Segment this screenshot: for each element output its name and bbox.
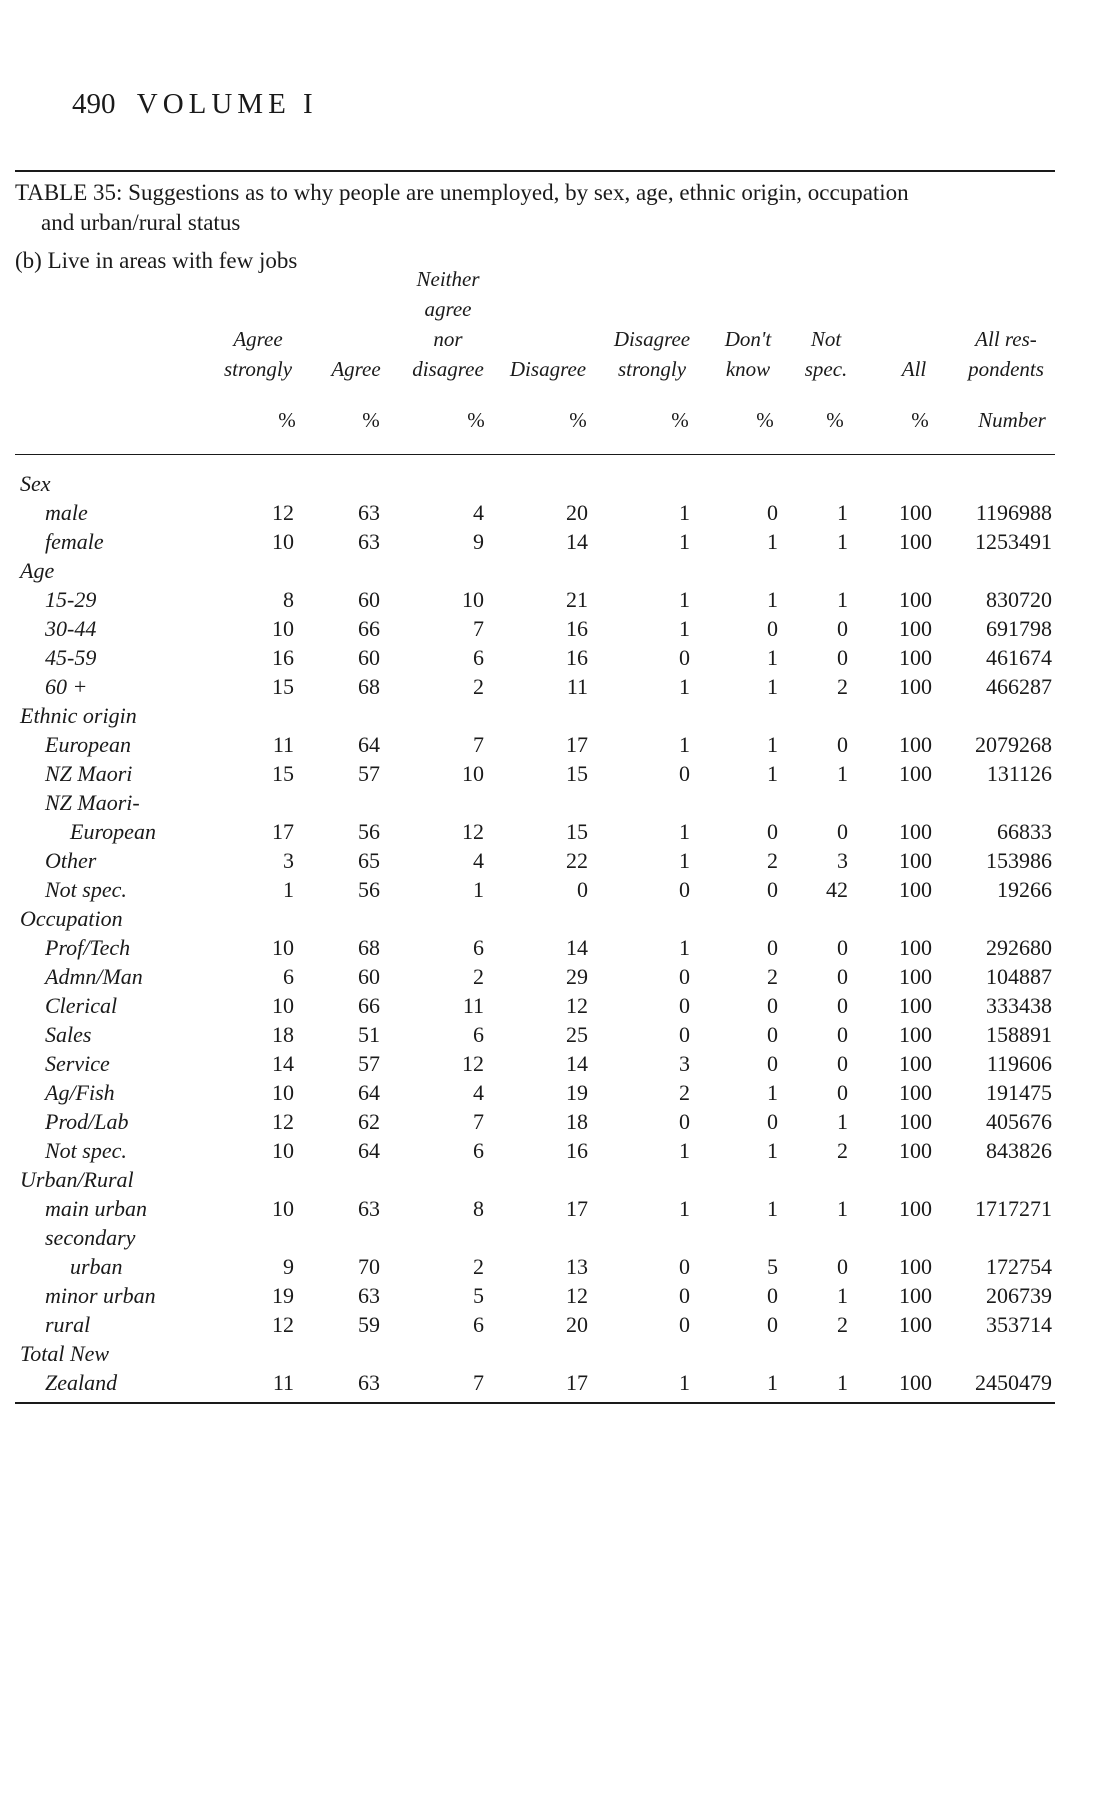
table-subtitle: (b) Live in areas with few jobs [15,248,298,273]
table-cell: 1 [767,732,778,757]
row-label: Service [45,1051,110,1076]
table-cell: 60 [358,645,380,670]
table-cell: 405676 [986,1109,1052,1134]
table-cell: 6 [473,1022,484,1047]
column-header-line: agree [424,297,472,321]
table-cell: 4 [473,1080,484,1105]
table-cell: 11 [462,993,484,1018]
table-cell: 7 [473,1109,484,1134]
table-cell: 62 [358,1109,380,1134]
table-cell: 10 [462,587,484,612]
table-cell: 19266 [997,877,1052,902]
table-cell: 0 [837,819,848,844]
table-cell: 1 [767,529,778,554]
table-cell: 131126 [986,761,1052,786]
table-cell: 68 [358,674,380,699]
table-cell: 100 [899,935,932,960]
table-cell: 104887 [986,964,1052,989]
row-label: Other [45,848,97,873]
table-cell: 63 [358,1370,380,1395]
table-cell: 10 [272,935,294,960]
table-cell: 16 [272,645,294,670]
table-cell: 21 [566,587,588,612]
table-cell: 2 [837,674,848,699]
table-cell: 153986 [986,848,1052,873]
table-cell: 12 [462,1051,484,1076]
column-header-line: Disagree [613,327,691,351]
table-cell: 0 [837,1080,848,1105]
table-cell: 15 [566,761,588,786]
table-cell: 100 [899,993,932,1018]
table-cell: 65 [358,848,380,873]
table-cell: 0 [837,1051,848,1076]
row-group-label: Urban/Rural [20,1167,134,1192]
table-cell: 100 [899,1254,932,1279]
table-cell: 0 [767,1109,778,1134]
table-cell: 0 [679,1022,690,1047]
row-label: male [45,500,88,525]
table-cell: 8 [473,1196,484,1221]
column-header [931,324,1081,384]
table-cell: 100 [899,1051,932,1076]
table-cell: 19 [566,1080,588,1105]
table-cell: 0 [577,877,588,902]
table-cell: 0 [679,964,690,989]
table-cell: 119606 [986,1051,1052,1076]
table-cell: 7 [473,732,484,757]
table-cell: 1 [837,1283,848,1308]
table-cell: 100 [899,587,932,612]
top-rule [15,170,1055,172]
table-cell: 100 [899,674,932,699]
table-cell: 4 [473,848,484,873]
table-cell: 0 [837,732,848,757]
table-cell: 59 [358,1312,380,1337]
table-cell: 66833 [997,819,1052,844]
table-cell: 0 [767,1312,778,1337]
table-cell: 64 [358,732,380,757]
row-label: Sales [45,1022,92,1047]
table-cell: 1 [679,935,690,960]
table-cell: 1 [837,500,848,525]
row-label: Clerical [45,993,118,1018]
table-cell: 0 [767,616,778,641]
row-label: NZ Maori- [45,790,140,815]
column-header-line: Disagree [509,357,587,381]
table-cell: 100 [899,877,932,902]
table-cell: 14 [566,529,588,554]
table-cell: 100 [899,1138,932,1163]
table-cell: 0 [767,993,778,1018]
table-cell: 0 [837,1022,848,1047]
row-label: urban [70,1254,123,1279]
column-header-line: All [901,357,927,381]
row-label: Not spec. [45,1138,127,1163]
table-cell: 63 [358,529,380,554]
table-cell: 42 [826,877,848,902]
table-cell: 66 [358,616,380,641]
table-cell: 1 [767,761,778,786]
table-cell: 4 [473,500,484,525]
table-cell: 0 [767,1283,778,1308]
table-cell: 12 [272,1312,294,1337]
table-cell: 11 [566,674,588,699]
table-cell: 100 [899,1283,932,1308]
table-cell: 25 [566,1022,588,1047]
table-cell: 60 [358,587,380,612]
row-label: Not spec. [45,877,127,902]
bottom-rule [15,1402,1055,1404]
table-cell: 15 [272,761,294,786]
column-unit: % [826,408,844,432]
column-header-line: strongly [617,357,687,381]
table-cell: 5 [767,1254,778,1279]
table-cell: 51 [358,1022,380,1047]
table-cell: 206739 [986,1283,1052,1308]
table-cell: 0 [767,500,778,525]
table-cell: 691798 [986,616,1052,641]
table-cell: 64 [358,1138,380,1163]
table-cell: 16 [566,645,588,670]
table-cell: 18 [566,1109,588,1134]
column-unit: % [467,408,485,432]
table-cell: 12 [272,500,294,525]
table-cell: 0 [767,1022,778,1047]
table-cell: 466287 [986,674,1052,699]
table-cell: 100 [899,1370,932,1395]
table-cell: 7 [473,1370,484,1395]
table-cell: 100 [899,529,932,554]
table-cell: 0 [837,616,848,641]
table-cell: 1 [679,616,690,641]
row-label: Zealand [45,1370,118,1395]
table-cell: 19 [272,1283,294,1308]
table-cell: 100 [899,848,932,873]
column-header-line: Don't [724,327,772,351]
table-cell: 60 [358,964,380,989]
table-cell: 0 [837,645,848,670]
table-cell: 0 [767,935,778,960]
table-cell: 1 [679,1196,690,1221]
table-cell: 0 [679,761,690,786]
table-cell: 2 [837,1312,848,1337]
row-label: minor urban [45,1283,156,1308]
table-cell: 3 [679,1051,690,1076]
table-cell: 7 [473,616,484,641]
table-cell: 843826 [986,1138,1052,1163]
caption-line-1: TABLE 35: Suggestions as to why people are unemployed, by sex, age, ethnic origin, occupation [15,180,909,205]
table-cell: 1 [679,1138,690,1163]
table-cell: 2079268 [975,732,1052,757]
column-header-line: Agree [233,327,283,351]
table-cell: 10 [272,1196,294,1221]
table-cell: 1 [837,1370,848,1395]
table-cell: 1 [679,848,690,873]
table-cell: 0 [837,935,848,960]
row-label: Prod/Lab [45,1109,129,1134]
table-cell: 20 [566,1312,588,1337]
table-cell: 100 [899,1312,932,1337]
table-cell: 1 [837,761,848,786]
table-cell: 2 [679,1080,690,1105]
row-label: 15-29 [45,587,97,612]
table-cell: 9 [283,1254,294,1279]
table-cell: 10 [272,993,294,1018]
row-label: Admn/Man [45,964,143,989]
table-cell: 100 [899,819,932,844]
table-cell: 13 [566,1254,588,1279]
column-unit: % [911,408,929,432]
row-label: Prof/Tech [45,935,131,960]
table-cell: 0 [679,993,690,1018]
column-unit: Number [978,408,1046,432]
table-cell: 66 [358,993,380,1018]
table-cell: 12 [566,1283,588,1308]
table-caption [15,178,1055,238]
caption-line-2: and urban/rural status [41,210,241,235]
table-cell: 1 [473,877,484,902]
table-cell: 1 [837,587,848,612]
table-cell: 16 [566,1138,588,1163]
table-cell: 14 [272,1051,294,1076]
table-cell: 1196988 [975,500,1052,525]
table-cell: 1 [679,819,690,844]
table-cell: 2 [473,1254,484,1279]
table-cell: 6 [473,1138,484,1163]
column-unit: % [569,408,587,432]
table-cell: 12 [272,1109,294,1134]
table-cell: 57 [358,761,380,786]
table-cell: 0 [679,1254,690,1279]
column-unit: % [278,408,296,432]
table-cell: 3 [837,848,848,873]
table-cell: 100 [899,1109,932,1134]
row-group-label: Sex [20,471,51,496]
table-cell: 1 [767,1370,778,1395]
table-cell: 11 [272,732,294,757]
table-cell: 5 [473,1283,484,1308]
table-cell: 0 [837,964,848,989]
table-cell: 100 [899,761,932,786]
row-label: 45-59 [45,645,97,670]
table-cell: 100 [899,500,932,525]
table-cell: 2 [767,964,778,989]
table-cell: 1 [679,732,690,757]
column-header-line: pondents [968,357,1044,381]
table-cell: 292680 [986,935,1052,960]
table-cell: 29 [566,964,588,989]
table-cell: 0 [767,1051,778,1076]
column-header-line: All res- [975,327,1037,351]
table-cell: 100 [899,964,932,989]
table-cell: 6 [473,935,484,960]
table-cell: 57 [358,1051,380,1076]
running-head [72,88,318,121]
column-header-line: disagree [412,357,484,381]
table-cell: 1 [679,529,690,554]
column-unit: % [362,408,380,432]
column-header-line: Agree [331,357,381,381]
table-cell: 100 [899,732,932,757]
table-cell: 0 [767,819,778,844]
table-cell: 15 [566,819,588,844]
table-cell: 0 [679,1283,690,1308]
table-cell: 1 [679,674,690,699]
table-cell: 56 [358,877,380,902]
table-cell: 191475 [986,1080,1052,1105]
table-cell: 2 [473,674,484,699]
row-group-label: Occupation [20,906,123,931]
row-group-label: Total New [20,1341,110,1366]
table-cell: 1 [837,1196,848,1221]
row-label: rural [45,1312,91,1337]
table-cell: 10 [272,616,294,641]
table-cell: 100 [899,616,932,641]
table-cell: 6 [473,1312,484,1337]
table-cell: 1 [679,1370,690,1395]
row-label: Ag/Fish [45,1080,115,1105]
table-cell: 17 [566,1370,588,1395]
table-cell: 9 [473,529,484,554]
table-cell: 1 [767,645,778,670]
table-cell: 0 [679,645,690,670]
table-cell: 461674 [986,645,1052,670]
table-cell: 10 [272,1138,294,1163]
column-unit: % [756,408,774,432]
table-cell: 17 [566,732,588,757]
column-header-line: Neither [416,267,480,291]
row-group-label: Ethnic origin [20,703,137,728]
row-label: European [45,732,131,757]
table-cell: 1 [679,500,690,525]
table-cell: 10 [272,529,294,554]
row-group-label: Age [20,558,55,583]
table-cell: 1 [283,877,294,902]
table-cell: 14 [566,935,588,960]
table-cell: 0 [837,1254,848,1279]
table-cell: 8 [283,587,294,612]
table-cell: 20 [566,500,588,525]
table-cell: 353714 [986,1312,1052,1337]
table-cell: 22 [566,848,588,873]
table-cell: 100 [899,1022,932,1047]
table-cell: 56 [358,819,380,844]
table-cell: 10 [272,1080,294,1105]
header-rule [15,454,1055,455]
table-cell: 17 [566,1196,588,1221]
table-cell: 0 [679,877,690,902]
table-cell: 2 [837,1138,848,1163]
table-cell: 63 [358,1196,380,1221]
column-unit: % [671,408,689,432]
table-cell: 68 [358,935,380,960]
row-label: female [45,529,104,554]
table-cell: 158891 [986,1022,1052,1047]
table-cell: 17 [272,819,294,844]
page-number: 490 [72,88,116,120]
table-cell: 2 [767,848,778,873]
table-cell: 1 [679,587,690,612]
table-cell: 0 [837,993,848,1018]
table-cell: 1 [767,1196,778,1221]
table-cell: 0 [679,1312,690,1337]
row-label: main urban [45,1196,148,1221]
table-cell: 0 [679,1109,690,1134]
row-label: secondary [45,1225,136,1250]
table-cell: 1 [767,674,778,699]
table-cell: 3 [283,848,294,873]
table-cell: 6 [473,645,484,670]
table-cell: 63 [358,500,380,525]
volume-title: VOLUME I [136,88,318,120]
table-cell: 63 [358,1283,380,1308]
column-header-line: strongly [223,357,293,381]
table-cell: 18 [272,1022,294,1047]
table-cell: 2 [473,964,484,989]
table-cell: 1253491 [975,529,1052,554]
table-cell: 1 [767,1138,778,1163]
row-label: 60 + [45,674,88,699]
table-cell: 172754 [986,1254,1052,1279]
table-cell: 70 [358,1254,380,1279]
table-cell: 14 [566,1051,588,1076]
table-cell: 10 [462,761,484,786]
table-cell: 100 [899,645,932,670]
table-cell: 1717271 [975,1196,1052,1221]
column-header-line: nor [433,327,463,351]
table-cell: 100 [899,1196,932,1221]
table-cell: 16 [566,616,588,641]
table-cell: 11 [272,1370,294,1395]
table-cell: 64 [358,1080,380,1105]
row-label: NZ Maori [45,761,133,786]
table-cell: 2450479 [975,1370,1052,1395]
table-cell: 830720 [986,587,1052,612]
table-cell: 12 [462,819,484,844]
table-cell: 1 [767,1080,778,1105]
table-cell: 6 [283,964,294,989]
row-label: European [70,819,156,844]
column-header-line: spec. [804,357,848,381]
table-cell: 0 [767,877,778,902]
table-cell: 100 [899,1080,932,1105]
table-cell: 1 [767,587,778,612]
column-header-line: know [725,357,771,381]
row-label: 30-44 [45,616,97,641]
table-cell: 1 [837,529,848,554]
table-cell: 12 [566,993,588,1018]
table-cell: 15 [272,674,294,699]
table-cell: 333438 [986,993,1052,1018]
column-header-line: Not [810,327,842,351]
table-cell: 1 [837,1109,848,1134]
